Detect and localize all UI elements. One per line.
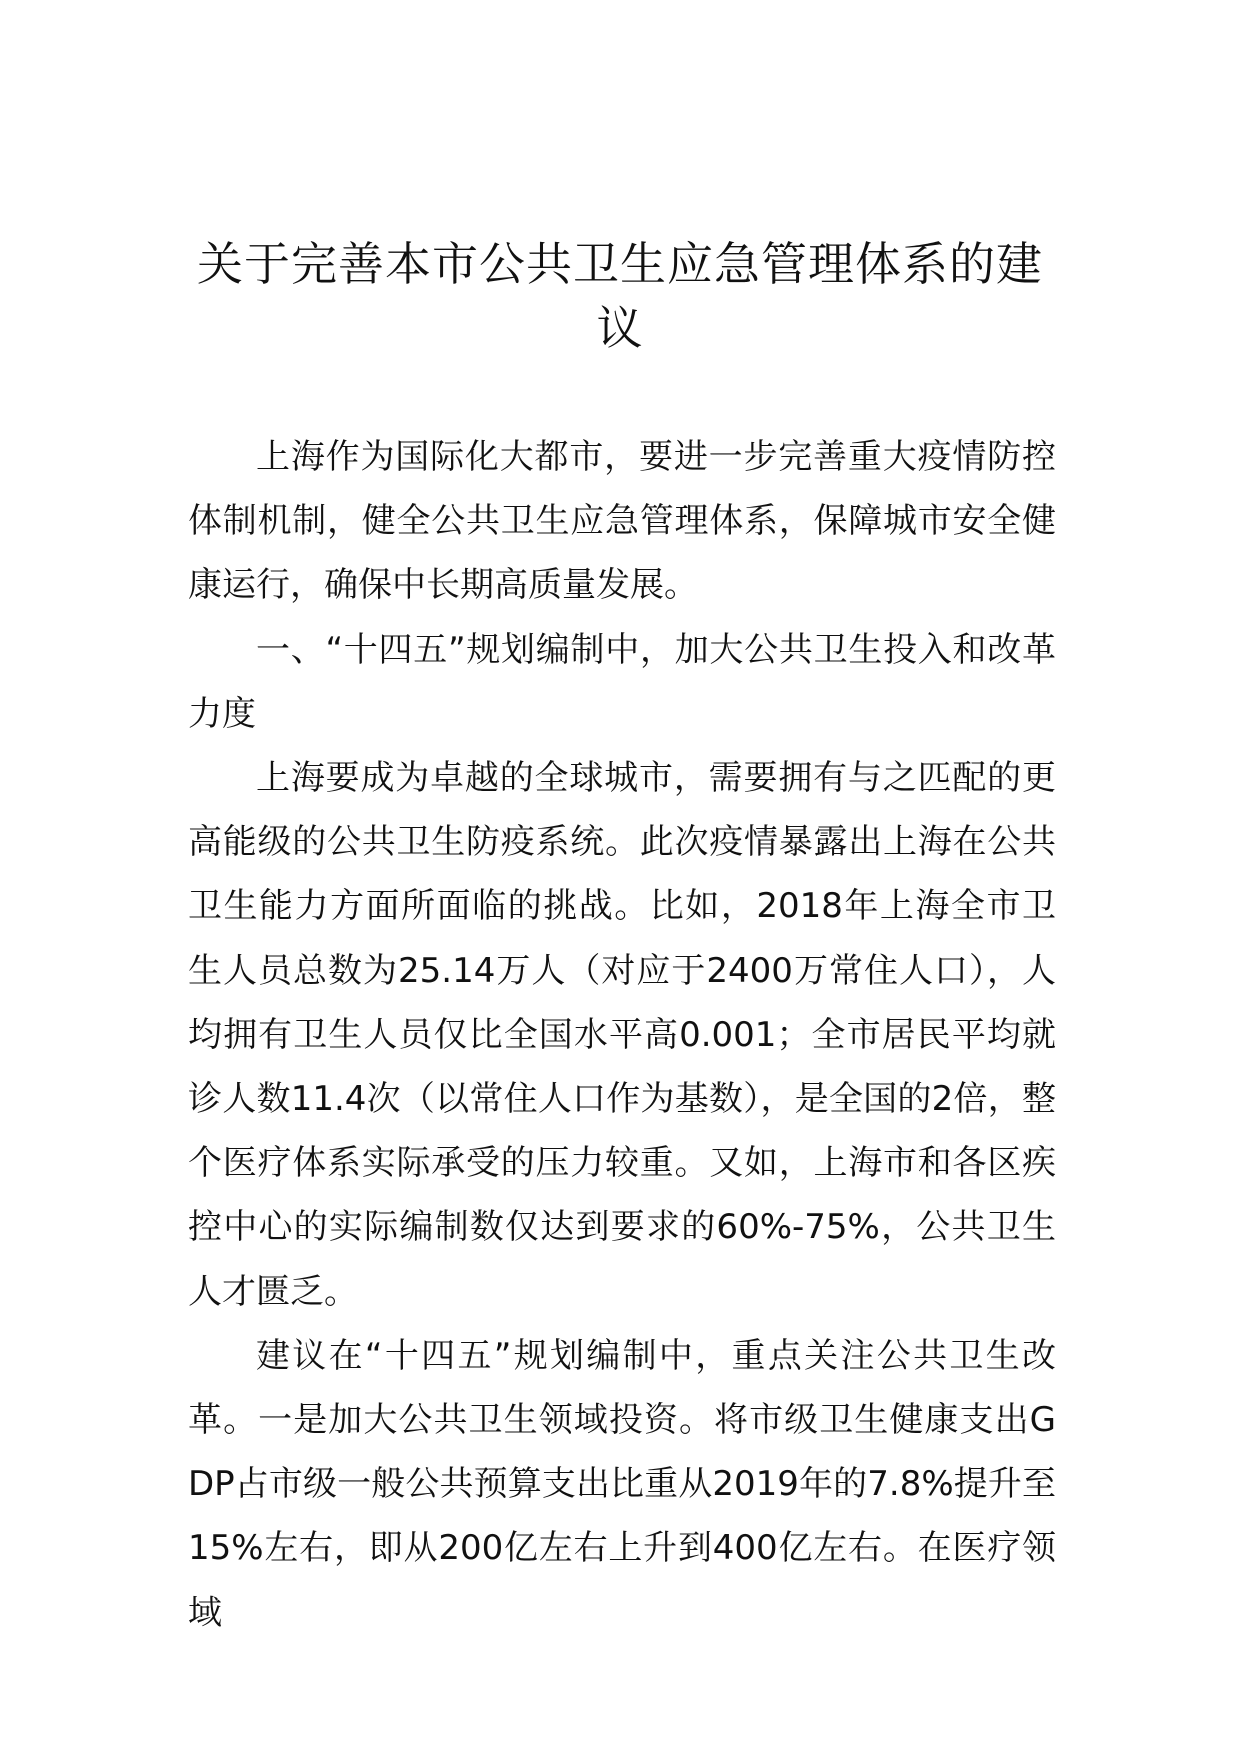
section-heading-1: 一、“十四五”规划编制中，加大公共卫生投入和改革力度	[188, 629, 1056, 734]
recommendation-paragraph: 建议在“十四五”规划编制中，重点关注公共卫生改革。一是加大公共卫生领域投资。将市级卫生健康支出GDP占市级一般公共预算支出比重从2019年的7.8%提升至15%左右，即从200亿左右上升到400亿左右。在医疗领域	[188, 1335, 1056, 1633]
intro-paragraph: 上海作为国际化大都市，要进一步完善重大疫情防控体制机制，健全公共卫生应急管理体系，保障城市安全健康运行，确保中长期高质量发展。	[188, 437, 1056, 606]
document-body	[188, 425, 1056, 1645]
challenge-paragraph: 上海要成为卓越的全球城市，需要拥有与之匹配的更高能级的公共卫生防疫系统。此次疫情暴露出上海在公共卫生能力方面所面临的挑战。比如，2018年上海全市卫生人员总数为25.14万人（对应于2400万常住人口），人均拥有卫生人员仅比全国水平高0.001；全市居民平均就诊人数11.4次（以常住人口作为基数），是全国的2倍，整个医疗体系实际承受的压力较重。又如，上海市和各区疾控中心的实际编制数仅达到要求的60%-75%，公共卫生人才匮乏。	[188, 758, 1056, 1312]
document-title: 关于完善本市公共卫生应急管理体系的建议	[197, 237, 1043, 355]
